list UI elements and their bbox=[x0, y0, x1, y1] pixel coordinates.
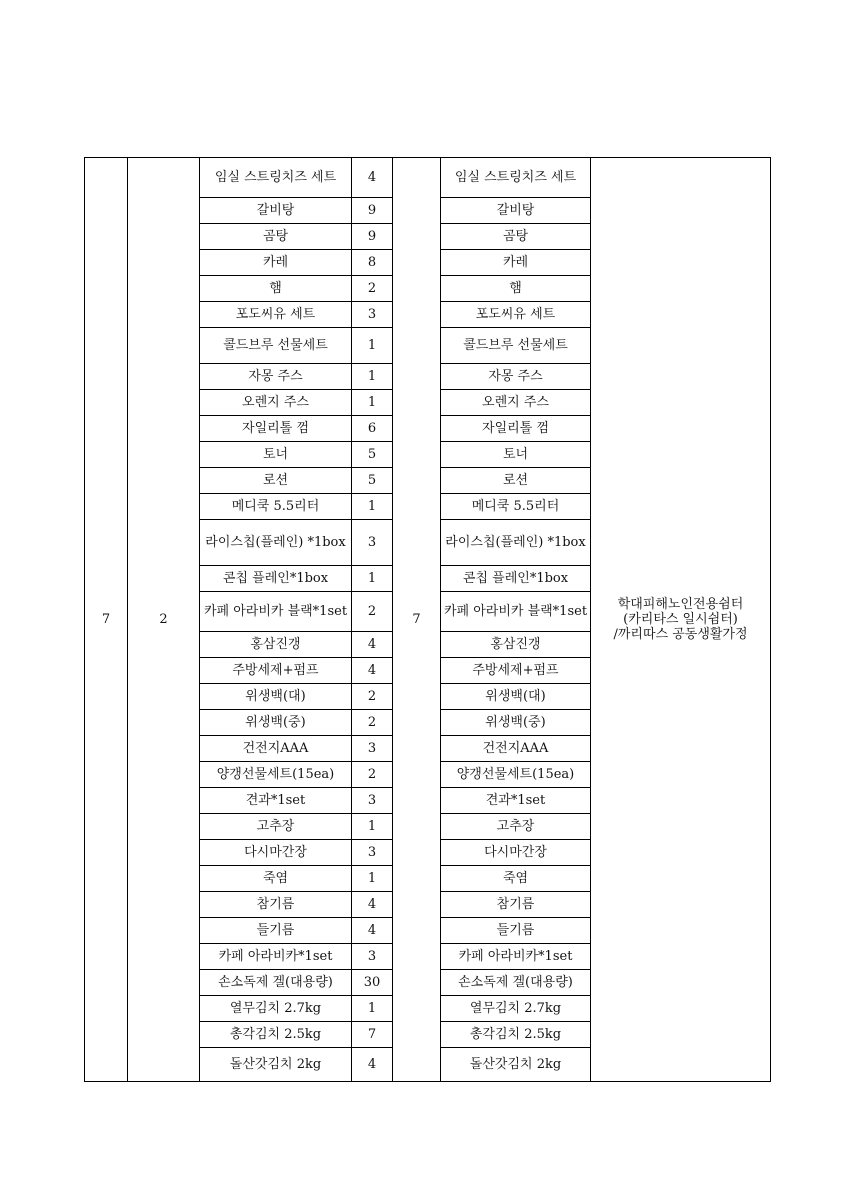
item-name-cell: 돌산갓김치 2kg bbox=[200, 1048, 352, 1082]
received-item-cell: 콜드브루 선물세트 bbox=[441, 328, 591, 364]
item-name-cell: 손소독제 겔(대용량) bbox=[200, 970, 352, 996]
item-name-cell: 콜드브루 선물세트 bbox=[200, 328, 352, 364]
received-item-cell: 오렌지 주스 bbox=[441, 390, 591, 416]
received-item-cell: 죽염 bbox=[441, 866, 591, 892]
item-name-cell: 견과*1set bbox=[200, 788, 352, 814]
quantity-cell: 7 bbox=[352, 1022, 393, 1048]
organization-line: /까리따스 공동생활가정 bbox=[613, 627, 748, 642]
item-name-cell: 곰탕 bbox=[200, 224, 352, 250]
quantity-cell: 3 bbox=[352, 840, 393, 866]
quantity-cell: 5 bbox=[352, 442, 393, 468]
item-name-cell: 참기름 bbox=[200, 892, 352, 918]
quantity-cell: 8 bbox=[352, 250, 393, 276]
item-name-cell: 자일리톨 껌 bbox=[200, 416, 352, 442]
received-item-cell: 임실 스트링치즈 세트 bbox=[441, 158, 591, 198]
quantity-cell: 9 bbox=[352, 224, 393, 250]
col1-cell: 7 bbox=[85, 158, 128, 1082]
received-item-cell: 자일리톨 껌 bbox=[441, 416, 591, 442]
item-name-cell: 양갱선물세트(15ea) bbox=[200, 762, 352, 788]
item-name-cell: 로션 bbox=[200, 468, 352, 494]
received-item-cell: 포도씨유 세트 bbox=[441, 302, 591, 328]
received-item-cell: 카레 bbox=[441, 250, 591, 276]
col2-cell: 2 bbox=[128, 158, 200, 1082]
received-item-cell: 위생백(대) bbox=[441, 684, 591, 710]
item-name-cell: 갈비탕 bbox=[200, 198, 352, 224]
received-item-cell: 들기름 bbox=[441, 918, 591, 944]
quantity-cell: 1 bbox=[352, 566, 393, 592]
item-name-cell: 카페 아라비카*1set bbox=[200, 944, 352, 970]
quantity-cell: 4 bbox=[352, 1048, 393, 1082]
received-item-cell: 메디쿡 5.5리터 bbox=[441, 494, 591, 520]
item-name-cell: 다시마간장 bbox=[200, 840, 352, 866]
quantity-cell: 4 bbox=[352, 158, 393, 198]
received-item-cell: 홍삼진갱 bbox=[441, 632, 591, 658]
quantity-cell: 2 bbox=[352, 592, 393, 632]
item-name-cell: 건전지AAA bbox=[200, 736, 352, 762]
item-name-cell: 메디쿡 5.5리터 bbox=[200, 494, 352, 520]
organization-line: 학대피해노인전용쉼터 bbox=[617, 597, 744, 612]
received-item-cell: 다시마간장 bbox=[441, 840, 591, 866]
received-item-cell: 양갱선물세트(15ea) bbox=[441, 762, 591, 788]
quantity-cell: 3 bbox=[352, 302, 393, 328]
quantity-cell: 30 bbox=[352, 970, 393, 996]
item-name-cell: 위생백(중) bbox=[200, 710, 352, 736]
item-name-cell: 총각김치 2.5kg bbox=[200, 1022, 352, 1048]
item-name-cell: 토너 bbox=[200, 442, 352, 468]
quantity-cell: 2 bbox=[352, 762, 393, 788]
item-name-cell: 라이스칩(플레인) *1box bbox=[200, 520, 352, 566]
quantity-cell: 2 bbox=[352, 710, 393, 736]
table-row bbox=[85, 158, 771, 198]
item-name-cell: 포도씨유 세트 bbox=[200, 302, 352, 328]
item-name-cell: 카페 아라비카 블랙*1set bbox=[200, 592, 352, 632]
quantity-cell: 1 bbox=[352, 866, 393, 892]
received-item-cell: 주방세제+펌프 bbox=[441, 658, 591, 684]
item-name-cell: 오렌지 주스 bbox=[200, 390, 352, 416]
received-item-cell: 총각김치 2.5kg bbox=[441, 1022, 591, 1048]
item-name-cell: 홍삼진갱 bbox=[200, 632, 352, 658]
quantity-cell: 4 bbox=[352, 892, 393, 918]
quantity-cell: 1 bbox=[352, 364, 393, 390]
donation-table bbox=[84, 157, 771, 1082]
received-item-cell: 곰탕 bbox=[441, 224, 591, 250]
item-name-cell: 위생백(대) bbox=[200, 684, 352, 710]
quantity-cell: 4 bbox=[352, 658, 393, 684]
received-item-cell: 카페 아라비카 블랙*1set bbox=[441, 592, 591, 632]
received-item-cell: 콘칩 플레인*1box bbox=[441, 566, 591, 592]
received-item-cell: 돌산갓김치 2kg bbox=[441, 1048, 591, 1082]
item-name-cell: 카레 bbox=[200, 250, 352, 276]
organization-line: (카리타스 일시쉼터) bbox=[623, 612, 738, 627]
received-item-cell: 건전지AAA bbox=[441, 736, 591, 762]
quantity-cell: 2 bbox=[352, 276, 393, 302]
received-item-cell: 자몽 주스 bbox=[441, 364, 591, 390]
received-item-cell: 햄 bbox=[441, 276, 591, 302]
quantity-cell: 3 bbox=[352, 944, 393, 970]
quantity-cell: 1 bbox=[352, 494, 393, 520]
organization-cell bbox=[591, 158, 771, 1082]
table-body bbox=[85, 158, 771, 1082]
quantity-cell: 2 bbox=[352, 684, 393, 710]
received-item-cell: 토너 bbox=[441, 442, 591, 468]
item-name-cell: 죽염 bbox=[200, 866, 352, 892]
item-name-cell: 주방세제+펌프 bbox=[200, 658, 352, 684]
received-item-cell: 라이스칩(플레인) *1box bbox=[441, 520, 591, 566]
item-name-cell: 자몽 주스 bbox=[200, 364, 352, 390]
item-name-cell: 햄 bbox=[200, 276, 352, 302]
received-item-cell: 위생백(중) bbox=[441, 710, 591, 736]
item-name-cell: 고추장 bbox=[200, 814, 352, 840]
received-item-cell: 카페 아라비카*1set bbox=[441, 944, 591, 970]
received-item-cell: 견과*1set bbox=[441, 788, 591, 814]
quantity-cell: 6 bbox=[352, 416, 393, 442]
quantity-cell: 1 bbox=[352, 814, 393, 840]
quantity-cell: 1 bbox=[352, 996, 393, 1022]
item-name-cell: 임실 스트링치즈 세트 bbox=[200, 158, 352, 198]
item-name-cell: 들기름 bbox=[200, 918, 352, 944]
quantity-cell: 4 bbox=[352, 632, 393, 658]
quantity-cell: 4 bbox=[352, 918, 393, 944]
received-item-cell: 열무김치 2.7kg bbox=[441, 996, 591, 1022]
received-item-cell: 고추장 bbox=[441, 814, 591, 840]
quantity-cell: 3 bbox=[352, 788, 393, 814]
received-count-cell: 7 bbox=[393, 158, 441, 1082]
quantity-cell: 3 bbox=[352, 520, 393, 566]
received-item-cell: 로션 bbox=[441, 468, 591, 494]
quantity-cell: 1 bbox=[352, 390, 393, 416]
item-name-cell: 열무김치 2.7kg bbox=[200, 996, 352, 1022]
received-item-cell: 참기름 bbox=[441, 892, 591, 918]
received-item-cell: 갈비탕 bbox=[441, 198, 591, 224]
received-item-cell: 손소독제 겔(대용량) bbox=[441, 970, 591, 996]
quantity-cell: 9 bbox=[352, 198, 393, 224]
quantity-cell: 1 bbox=[352, 328, 393, 364]
item-name-cell: 콘칩 플레인*1box bbox=[200, 566, 352, 592]
quantity-cell: 5 bbox=[352, 468, 393, 494]
quantity-cell: 3 bbox=[352, 736, 393, 762]
